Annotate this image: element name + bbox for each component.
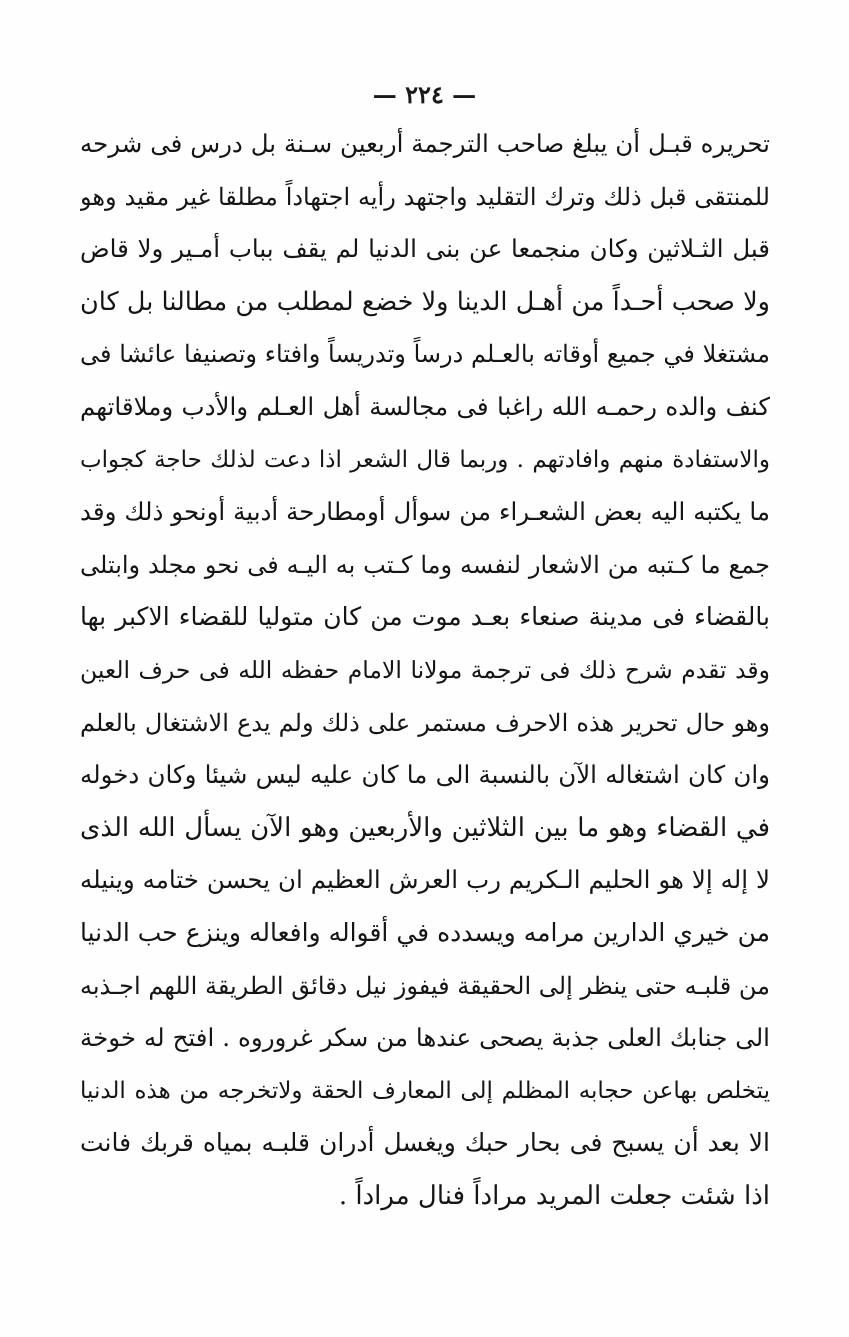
text-line: في القضاء وهو ما بين الثلاثين والأربعين وهو الآن يسأل الله الذى <box>80 812 770 843</box>
text-line: مشتغلا في جميع أوقاته بالعـلم درساً وتدريساً وافتاء وتصنيفا عائشا فى <box>80 340 770 369</box>
text-line: وان كان اشتغاله الآن بالنسبة الى ما كان عليه ليس شيئا وكان دخوله <box>80 760 770 790</box>
text-line: ولا صحب أحـداً من أهـل الدينا ولا خضع لمطلب من مطالنا بل كان <box>80 286 770 317</box>
page-number: — ٢٢٤ — <box>372 80 477 109</box>
text-line: ما يكتبه اليه بعض الشعـراء من سوأل أومطارحة أدبية أونحو ذلك وقد <box>80 497 770 527</box>
text-line: لا إله إلا هو الحليم الـكريم رب العرش العظيم ان يحسن ختامه وينيله <box>80 865 770 895</box>
text-line: الا بعد أن يسبح فى بحار حبك ويغسل أدران قلبـه بمياه قربك فانت <box>80 1128 770 1158</box>
text-line: جمع ما كـتبه من الاشعار لنفسه وما كـتب به اليـه فى نحو مجلد وابتلى <box>80 550 770 579</box>
text-line: بالقضاء فى مدينة صنعاء بعـد موت من كان متوليا للقضاء الاكبر بها <box>80 602 770 632</box>
text-line: اذا شئت جعلت المريد مراداً فنال مراداً . <box>338 1180 770 1211</box>
text-line: تحريره قبـل أن يبلغ صاحب الترجمة أربعين سـنة بل درس فى شرحه <box>80 129 770 158</box>
text-line: الى جنابك العلى جذبة يصحى عندها من سكر غروروه . افتح له خوخة <box>80 1023 770 1053</box>
text-line: للمنتقى قبل ذلك وترك التقليد واجتهد رأيه اجتهاداً مطلقا غير مقيد وهو <box>80 182 770 211</box>
text-line: من قلبـه حتى ينظر إلى الحقيقة فيفوز نيل دقائق الطريقة اللهم اجـذبه <box>80 971 770 1000</box>
text-line: وقد تقدم شرح ذلك فى ترجمة مولانا الامام حفظه الله فى حرف العين <box>80 655 770 684</box>
text-line: كنف والده رحمـه الله راغبا فى مجالسة أهل العـلم والأدب وملاقاتهم <box>80 391 770 421</box>
text-line: يتخلص بهاعن حجابه المظلم إلى المعارف الحقة ولاتخرجه من هذه الدنيا <box>80 1077 770 1104</box>
text-line: وهو حال تحرير هذه الاحرف مستمر على ذلك ولم يدع الاشتغال بالعلم <box>80 708 770 737</box>
text-line: قبل الثـلاثين وكان منجمعا عن بنى الدنيا لم يقف بباب أمـير ولا قاض <box>80 234 770 264</box>
text-line: من خيري الدارين مرامه ويسدده في أقواله وافعاله وينزع حب الدنيا <box>80 917 770 947</box>
body-text <box>80 118 770 1222</box>
text-line: والاستفادة منهم وافادتهم . وربما قال الشعر اذا دعت لذلك حاجة كجواب <box>80 446 770 473</box>
